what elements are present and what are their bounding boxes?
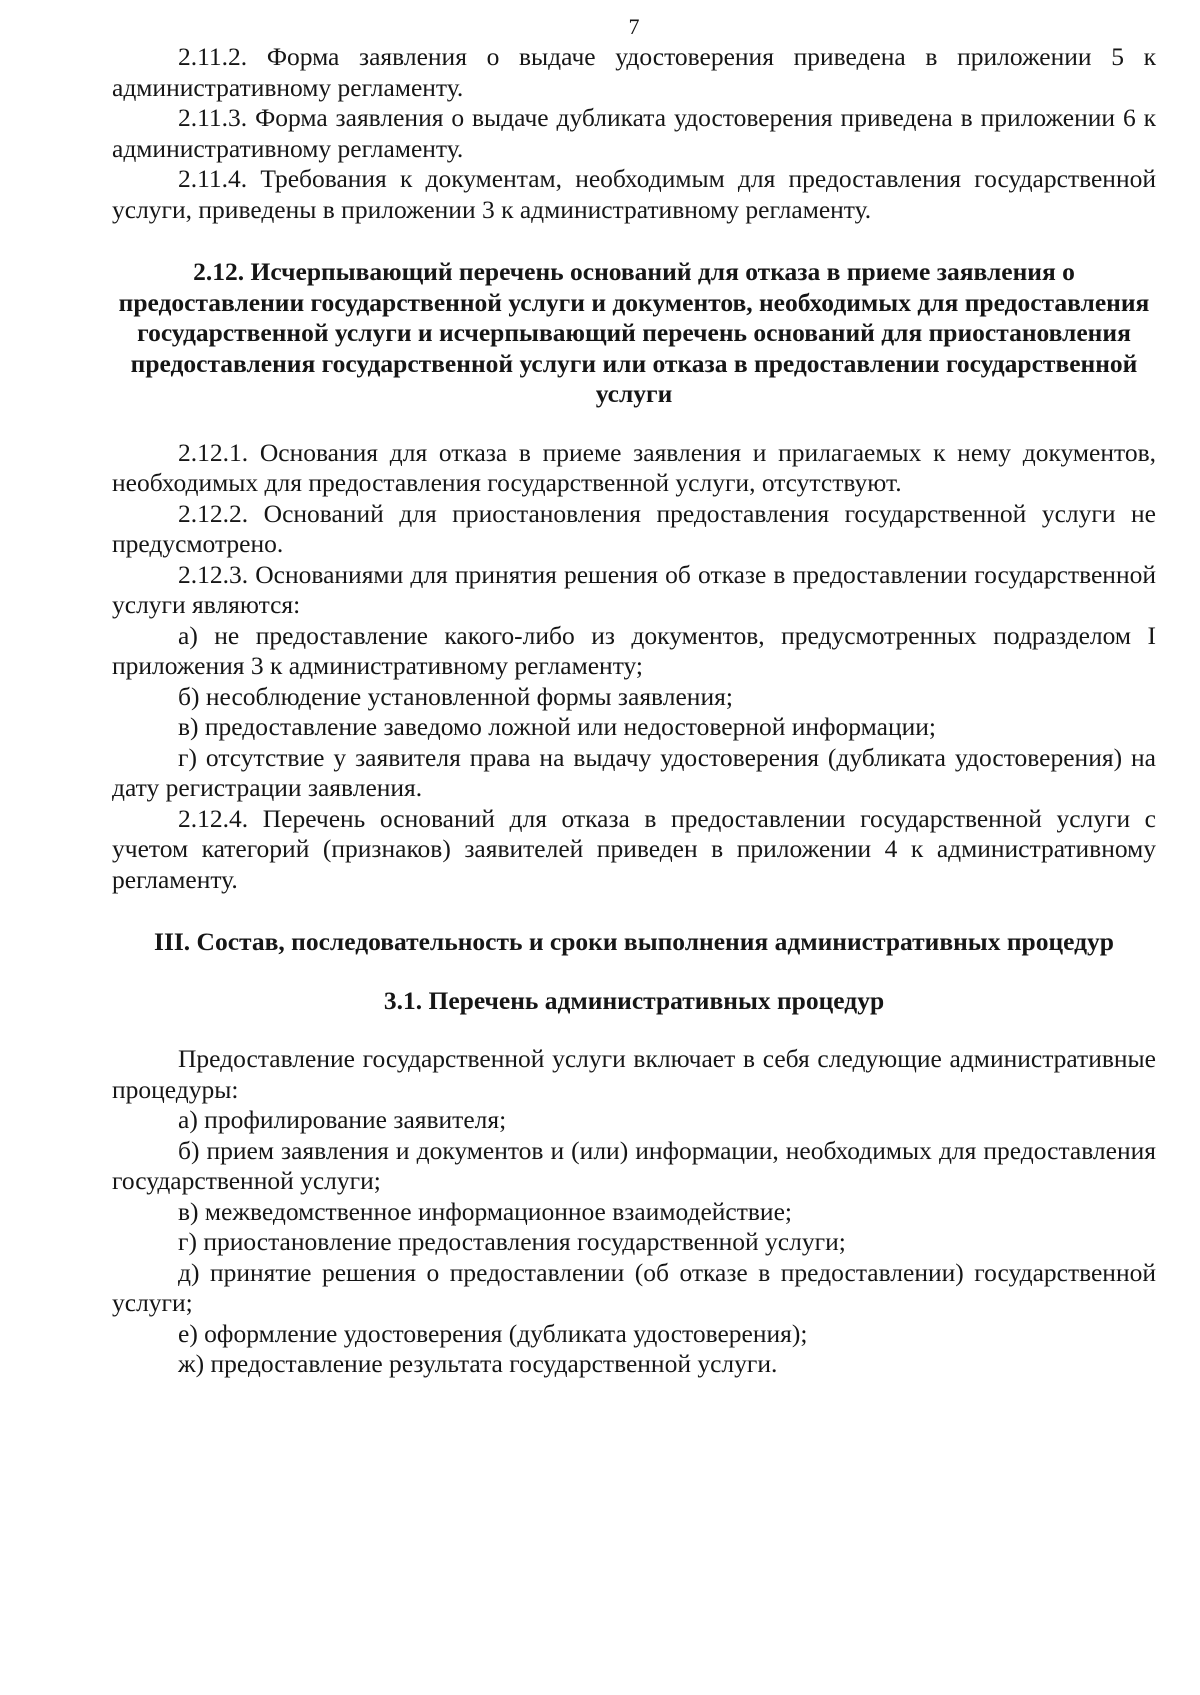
refusal-item-g: г) отсутствие у заявителя права на выдачу удостоверения (дубликата удостоверения) на дату регистрации заявления. — [112, 742, 1156, 802]
procedure-item-zh: ж) предоставление результата государственной услуги. — [178, 1349, 778, 1378]
page-number: 7 — [628, 14, 640, 39]
procedure-item-a: а) профилирование заявителя; — [178, 1105, 507, 1134]
paragraph-2-11-3: 2.11.3. Форма заявления о выдаче дубликата удостоверения приведена в приложении 6 к административному регламенту. — [112, 103, 1156, 163]
paragraph-2-11-4: 2.11.4. Требования к документам, необходимым для предоставления государственной услуги, приведены в приложении 3 к административному регламенту. — [112, 164, 1156, 224]
procedure-item-b: б) прием заявления и документов и (или) информации, необходимых для предоставления государственной услуги; — [112, 1135, 1156, 1195]
heading-3-1: 3.1. Перечень административных процедур — [383, 985, 885, 1015]
paragraph-2-12-2: 2.12.2. Оснований для приостановления предоставления государственной услуги не предусмотрено. — [112, 498, 1156, 558]
refusal-item-v: в) предоставление заведомо ложной или недостоверной информации; — [178, 712, 936, 741]
paragraph-3-1-intro: Предоставление государственной услуги включает в себя следующие административные процедуры: — [112, 1044, 1156, 1104]
paragraph-2-11-2: 2.11.2. Форма заявления о выдаче удостоверения приведена в приложении 5 к административному регламенту. — [112, 42, 1156, 102]
heading-2-12: 2.12. Исчерпывающий перечень оснований для отказа в приеме заявления о предоставлении государственной услуги и документов, необходимых для предоставления государственной услуги и исчерпывающий перечень оснований для приостановления предоставления государственной услуги или отказа в предоставлении государственной услуги — [118, 257, 1150, 408]
procedure-item-d: д) принятие решения о предоставлении (об отказе в предоставлении) государственной услуги; — [112, 1257, 1156, 1317]
heading-section-3: III. Состав, последовательность и сроки выполнения административных процедур — [154, 927, 1114, 956]
document-page — [112, 14, 1156, 1684]
paragraph-2-12-3: 2.12.3. Основаниями для принятия решения об отказе в предоставлении государственной услуги являются: — [112, 559, 1156, 619]
refusal-item-a: а) не предоставление какого-либо из документов, предусмотренных подразделом I приложения 3 к административному регламенту; — [112, 620, 1156, 680]
paragraph-2-12-4: 2.12.4. Перечень оснований для отказа в предоставлении государственной услуги с учетом категорий (признаков) заявителей приведен в приложении 4 к административному регламенту. — [112, 803, 1156, 894]
refusal-item-b: б) несоблюдение установленной формы заявления; — [178, 681, 733, 711]
procedure-item-e: е) оформление удостоверения (дубликата удостоверения); — [178, 1318, 808, 1348]
procedure-item-v: в) межведомственное информационное взаимодействие; — [178, 1196, 792, 1226]
paragraph-2-12-1: 2.12.1. Основания для отказа в приеме заявления и прилагаемых к нему документов, необходимых для предоставления государственной услуги, отсутствуют. — [112, 437, 1156, 497]
procedure-item-g: г) приостановление предоставления государственной услуги; — [178, 1227, 846, 1256]
